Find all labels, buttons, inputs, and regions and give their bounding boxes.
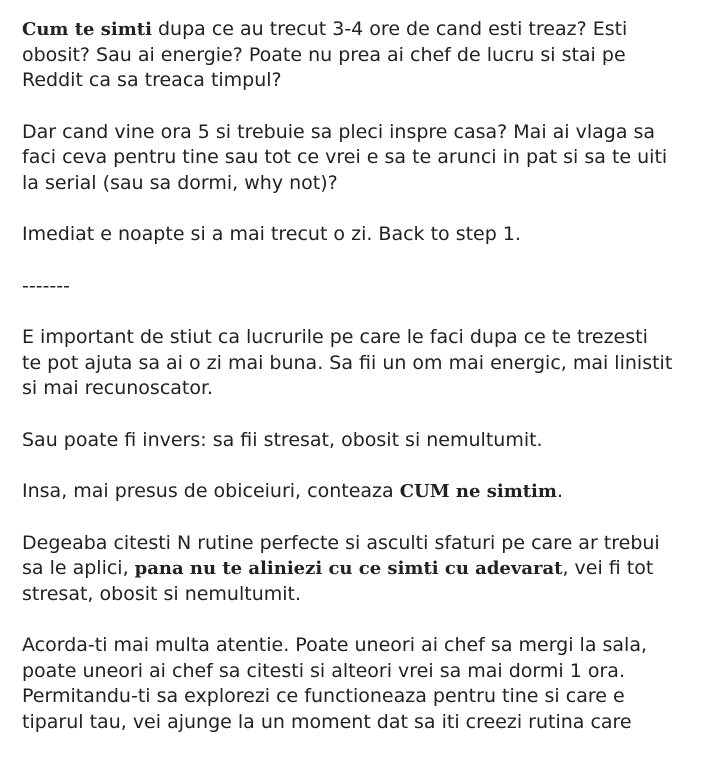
separator [22,274,712,300]
text-segment: . [556,480,563,502]
paragraph-3 [22,222,712,248]
paragraph-4 [22,325,712,402]
paragraph-1 [22,17,712,94]
text-line: poate uneori ai chef sa citesti si alteori vrei sa mai dormi 1 ora. [22,659,625,682]
text-line: dupa ce au trecut 3-4 ore de cand esti treaz? Esti [151,18,628,40]
text-line: faci ceva pentru tine sau tot ce vrei e sa te arunci in pat si sa te uiti [22,146,668,168]
text-line: Reddit ca sa treaca timpul? [22,69,282,91]
document-body [22,17,712,761]
bold-phrase: Cum te simti [22,19,152,40]
text-line: E important de stiut ca lucrurile pe care le faci dupa ce te trezesti [22,326,648,348]
text-line: Sau poate fi invers: sa fii stresat, obosit si nemultumit. [22,428,543,451]
text-line: Dar cand vine ora 5 si trebuie sa pleci inspre casa? Mai ai vlaga sa [22,120,656,143]
text-segment: sa le aplici, [22,557,135,579]
text-line: tiparul tau, vei ajunge la un moment dat sa iti creezi rutina care [22,710,632,733]
paragraph-5 [22,428,712,454]
text-line: Acorda-ti mai multa atentie. Poate uneori ai chef sa mergi la sala, [22,634,648,656]
text-line: Degeaba citesti N rutine perfecte si asculti sfaturi pe care ar trebui [22,531,660,554]
text-segment: , vei fi tot [562,557,654,579]
paragraph-6 [22,479,712,505]
bold-phrase: CUM ne simtim [399,481,557,502]
text-line: si mai recunoscator. [22,377,214,399]
text-line: la serial (sau sa dormi, why not)? [22,171,338,194]
paragraph-7 [22,531,712,608]
text-line: obosit? Sau ai energie? Poate nu prea ai chef de lucru si stai pe [22,43,626,66]
text-line: te pot ajuta sa ai o zi mai buna. Sa fii un om mai energic, mai linistit [22,351,673,374]
paragraph-2 [22,120,712,197]
text-line: stresat, obosit si nemultumit. [22,582,302,605]
text-segment: Insa, mai presus de obiceiuri, conteaza [22,480,400,502]
bold-phrase: pana nu te aliniezi cu ce simti cu adevarat [134,558,563,579]
separator-dashes: ------- [22,274,70,297]
text-line: Permitandu-ti sa explorezi ce functioneaza pentru tine si care e [22,685,625,707]
text-line: Imediat e noapte si a mai trecut o zi. Back to step 1. [22,223,521,245]
